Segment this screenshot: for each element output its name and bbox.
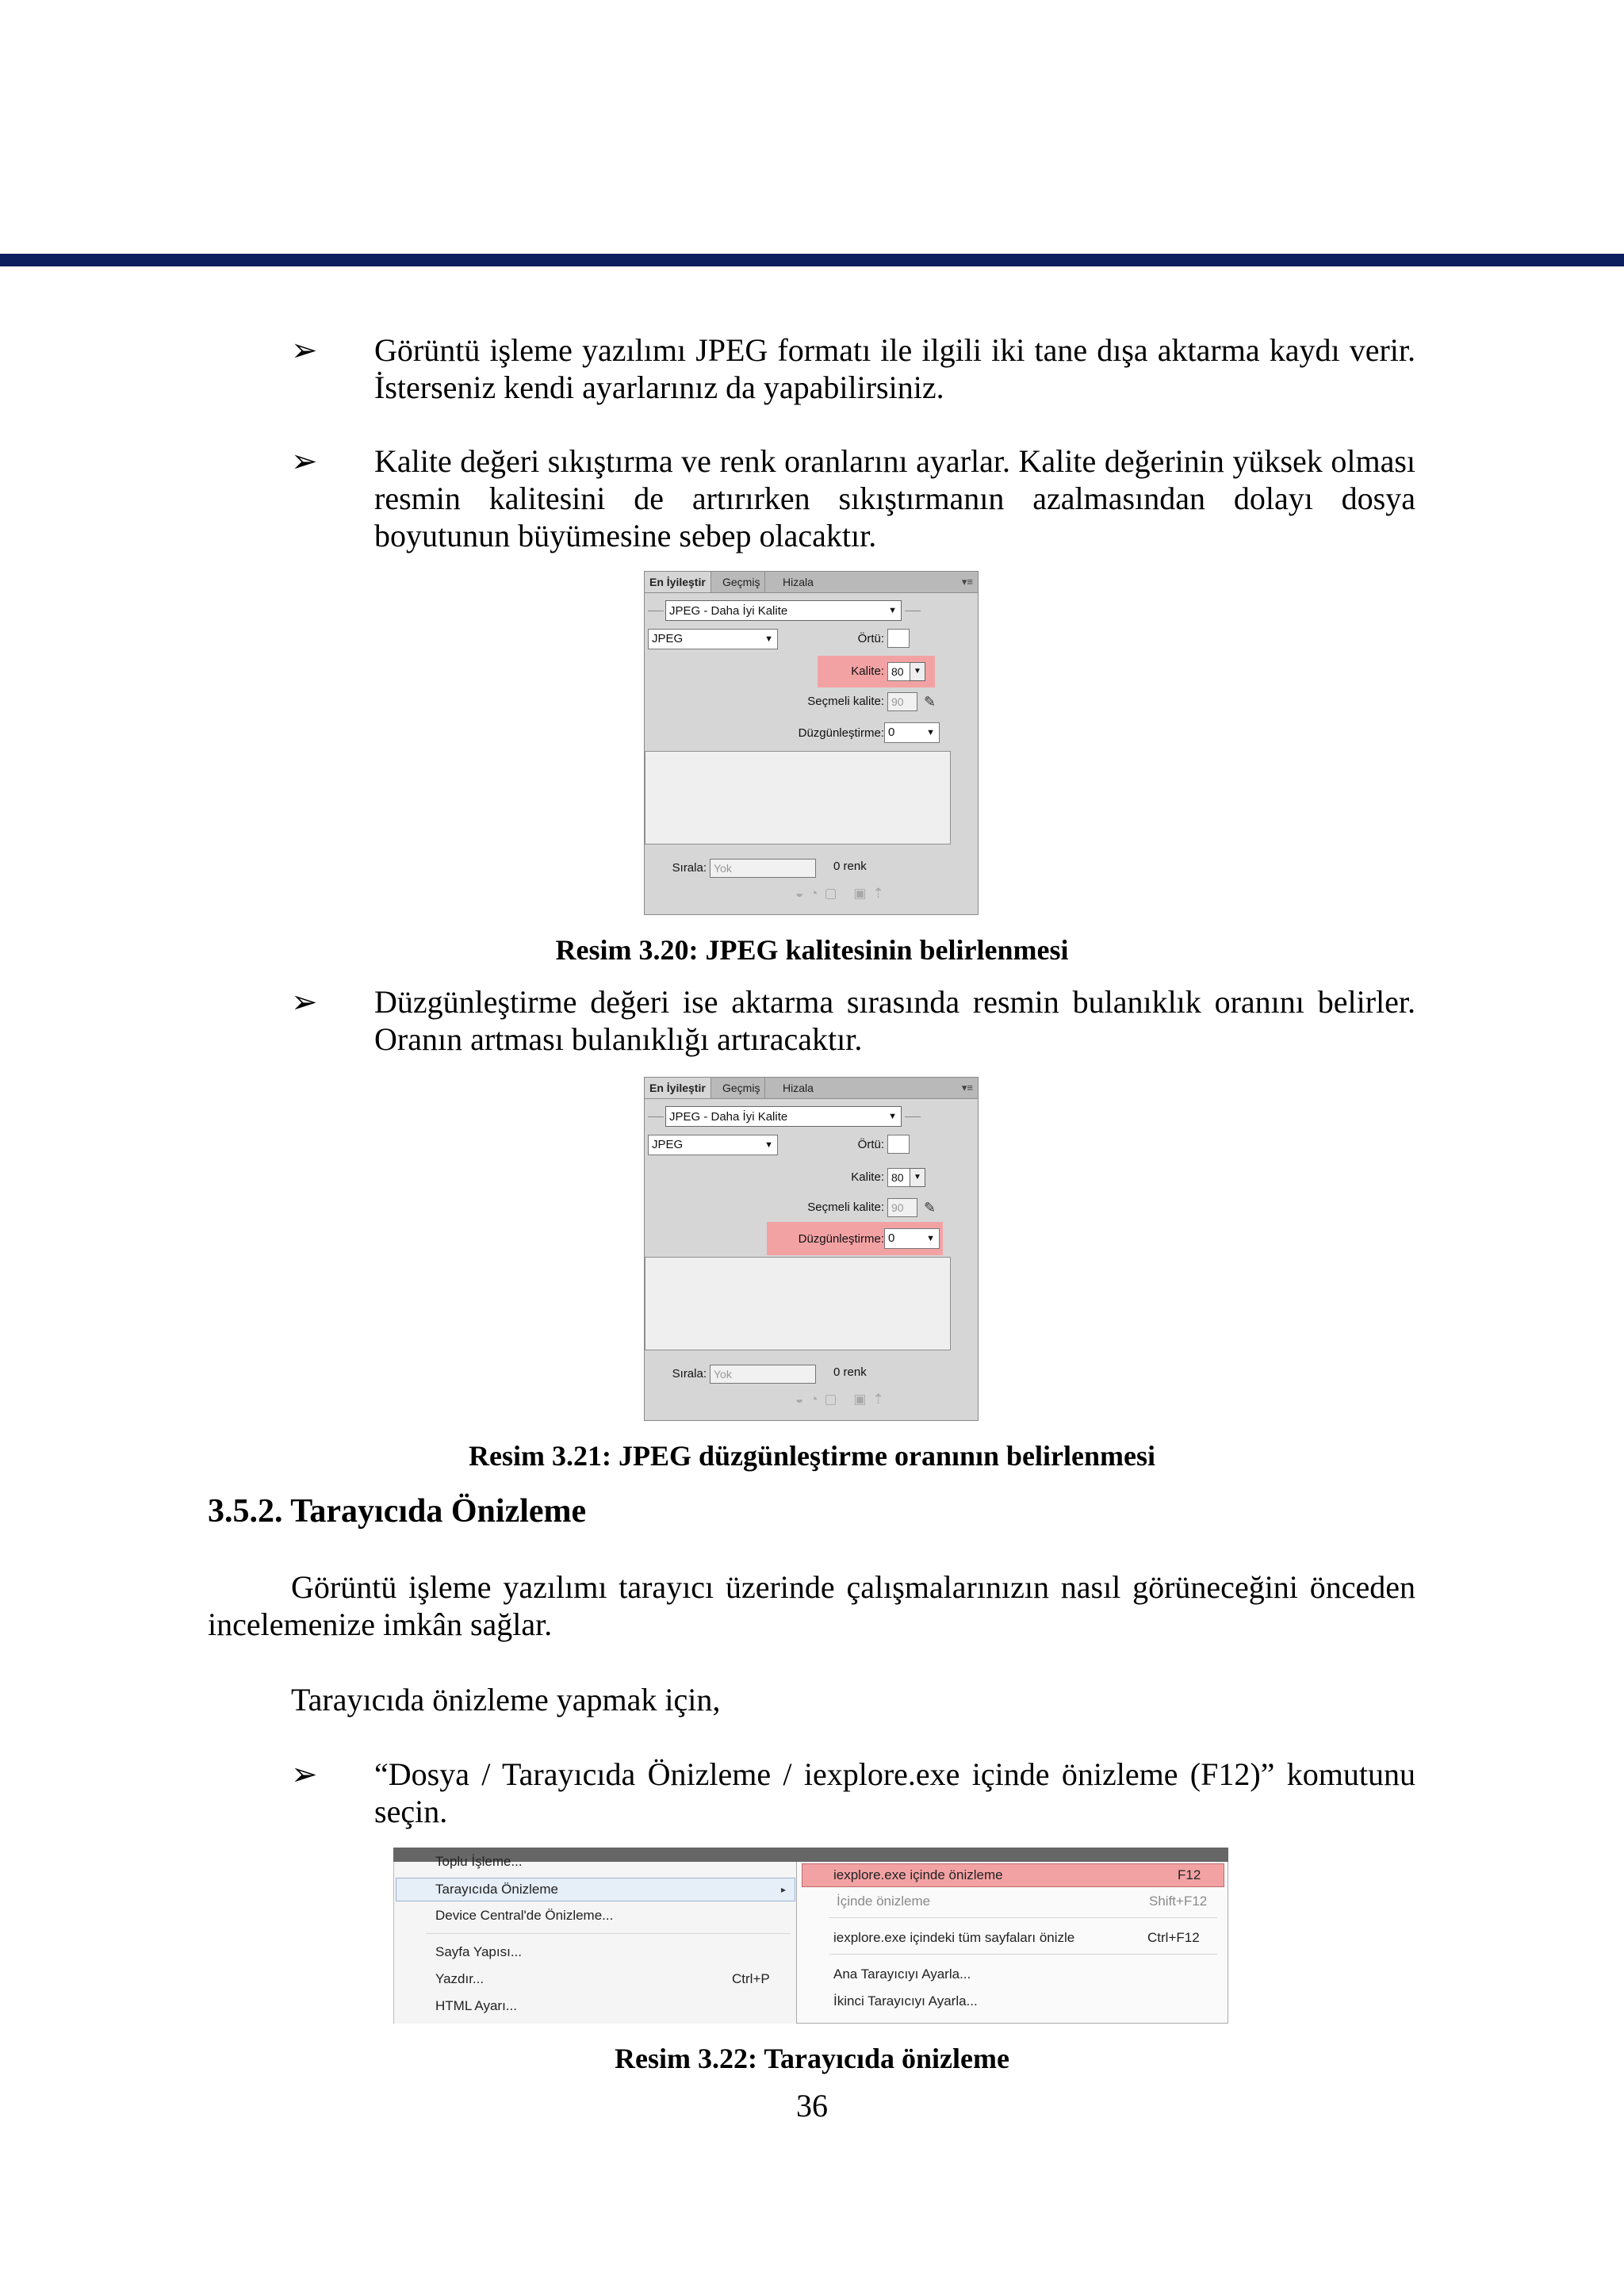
menu-item-preview-in-browser[interactable]: Tarayıcıda Önizleme <box>435 1882 558 1897</box>
menu-item-batch[interactable]: Toplu İşleme... <box>435 1854 523 1869</box>
chevron-down-icon: ▼ <box>764 634 773 644</box>
file-menu <box>393 1854 797 2024</box>
color-count: 0 renk <box>833 860 867 873</box>
menu-separator <box>829 1954 1217 1955</box>
format-select[interactable] <box>648 629 778 649</box>
smoothing-value: 0 <box>888 1231 895 1245</box>
tab-history[interactable]: Geçmiş <box>718 572 765 592</box>
tab-optimize[interactable]: En İyileştir <box>645 572 711 592</box>
bullet-text-2: Kalite değeri sıkıştırma ve renk oranlarını ayarlar. Kalite değerinin yüksek olması resmin kalitesini de artırırken sıkıştırmanın azalmasından dolayı dosya boyutunun büyümesine sebep olacaktır. <box>374 443 1415 553</box>
chevron-down-icon: ▼ <box>764 1140 773 1150</box>
quality-input[interactable]: 80 <box>887 1168 924 1187</box>
file-menu-screenshot <box>393 1848 1228 2024</box>
matte-swatch[interactable] <box>887 629 910 648</box>
preset-value: JPEG - Daha İyi Kalite <box>669 604 788 618</box>
tab-align[interactable]: Hizala <box>783 1082 814 1094</box>
tab-align[interactable]: Hizala <box>783 576 814 588</box>
panel-tabbar <box>645 572 978 593</box>
bullet-text-4: “Dosya / Tarayıcıda Önizleme / iexplore.exe içinde önizleme (F12)” komutunu seçin. <box>374 1756 1415 1829</box>
sort-select[interactable]: Yok <box>710 859 816 878</box>
menu-item-device-central[interactable]: Device Central'de Önizleme... <box>435 1908 614 1923</box>
section-heading: 3.5.2. Tarayıcıda Önizleme <box>208 1493 587 1530</box>
menu-shortcut: F12 <box>1178 1867 1201 1882</box>
chevron-down-icon: ▼ <box>888 1112 897 1121</box>
quality-input[interactable]: 80 <box>887 662 924 681</box>
format-select[interactable] <box>648 1135 778 1155</box>
panel-tabbar <box>645 1078 978 1099</box>
color-count: 0 renk <box>833 1365 867 1379</box>
menu-shortcut: Ctrl+F12 <box>1147 1930 1200 1945</box>
section-paragraph: Tarayıcıda önizleme yapmak için, <box>291 1682 721 1718</box>
selective-quality-label: Seçmeli kalite: <box>807 695 884 708</box>
matte-swatch[interactable] <box>887 1135 910 1154</box>
page-number: 36 <box>796 2088 828 2123</box>
quality-slider-button[interactable]: ▼ <box>910 1168 925 1187</box>
divider <box>648 1116 664 1117</box>
bullet-text-1: Görüntü işleme yazılımı JPEG formatı ile ilgili iki tane dışa aktarma kaydı verir. İsterseniz kendi ayarlarınız da yapabilirsiniz. <box>374 332 1415 405</box>
section-paragraph: Görüntü işleme yazılımı tarayıcı üzerinde çalışmalarınızın nasıl görüneceğini önceden incelemenize imkân sağlar. <box>208 1569 1415 1642</box>
edit-icon[interactable]: ✎ <box>924 1200 936 1216</box>
smoothing-select[interactable] <box>884 1228 940 1249</box>
selective-quality-input[interactable]: 90 <box>887 692 917 711</box>
menu-shortcut: Shift+F12 <box>1149 1894 1208 1909</box>
preset-select[interactable] <box>665 1106 902 1127</box>
submenu-item-secondary-browser[interactable]: İkinci Tarayıcıyı Ayarla... <box>833 1993 978 2009</box>
optimize-panel-smoothing <box>644 1077 979 1421</box>
smoothing-label: Düzgünleştirme: <box>798 1232 884 1246</box>
submenu-item-preview-in[interactable]: İçinde önizleme <box>837 1894 931 1909</box>
chevron-down-icon: ▼ <box>926 1234 935 1243</box>
matte-label: Örtü: <box>857 1138 884 1151</box>
submenu-item-iexplore[interactable]: iexplore.exe içinde önizleme <box>833 1867 1003 1882</box>
format-value: JPEG <box>652 632 684 645</box>
color-table <box>645 1257 951 1350</box>
menu-item-page-setup[interactable]: Sayfa Yapısı... <box>435 1944 522 1959</box>
color-table <box>645 751 951 844</box>
figure-caption: Resim 3.22: Tarayıcıda önizleme <box>615 2043 1009 2074</box>
quality-label: Kalite: <box>851 1170 884 1184</box>
selective-quality-label: Seçmeli kalite: <box>807 1201 884 1214</box>
figure-caption: Resim 3.20: JPEG kalitesinin belirlenmesi <box>555 934 1069 966</box>
figure-caption: Resim 3.21: JPEG düzgünleştirme oranının belirlenmesi <box>469 1440 1155 1472</box>
selective-quality-input[interactable]: 90 <box>887 1198 917 1217</box>
sort-label: Sırala: <box>672 861 707 875</box>
chevron-down-icon: ▼ <box>926 728 935 737</box>
bullet-marker: ➢ <box>291 984 318 1020</box>
panel-footer-icons: ◒◔▢ ▣⇡ <box>795 886 891 901</box>
header-rule <box>0 254 1624 266</box>
preset-select[interactable] <box>665 600 902 621</box>
preview-submenu <box>796 1862 1228 2024</box>
chevron-down-icon: ▼ <box>888 606 897 615</box>
sort-label: Sırala: <box>672 1367 707 1381</box>
bullet-marker: ➢ <box>291 1756 318 1792</box>
submenu-item-preview-all[interactable]: iexplore.exe içindeki tüm sayfaları önizle <box>833 1930 1075 1945</box>
menu-separator <box>426 1933 791 1934</box>
matte-label: Örtü: <box>857 632 884 645</box>
menu-shortcut: Ctrl+P <box>732 1971 770 1986</box>
bullet-marker: ➢ <box>291 332 318 368</box>
format-value: JPEG <box>652 1138 684 1151</box>
smoothing-label: Düzgünleştirme: <box>798 726 884 740</box>
submenu-item-primary-browser[interactable]: Ana Tarayıcıyı Ayarla... <box>833 1966 971 1982</box>
submenu-arrow-icon: ▸ <box>781 1884 787 1895</box>
quality-slider-button[interactable]: ▼ <box>910 662 925 681</box>
divider <box>905 1116 921 1117</box>
panel-menu-icon[interactable]: ▾≡ <box>961 576 973 588</box>
smoothing-value: 0 <box>888 726 895 739</box>
menu-separator <box>829 1917 1217 1918</box>
tab-optimize[interactable]: En İyileştir <box>645 1078 711 1098</box>
optimize-panel-quality <box>644 571 979 915</box>
sort-select[interactable]: Yok <box>710 1365 816 1384</box>
panel-footer-icons: ◒◔▢ ▣⇡ <box>795 1392 891 1407</box>
bullet-text-3: Düzgünleştirme değeri ise aktarma sırasında resmin bulanıklık oranını belirler. Oranın artması bulanıklığı artıracaktır. <box>374 984 1415 1057</box>
menu-item-html-setup[interactable]: HTML Ayarı... <box>435 1998 517 2013</box>
bullet-marker: ➢ <box>291 443 318 479</box>
menu-item-print[interactable]: Yazdır... <box>435 1971 485 1986</box>
tab-history[interactable]: Geçmiş <box>718 1078 765 1098</box>
panel-menu-icon[interactable]: ▾≡ <box>961 1082 973 1093</box>
quality-label: Kalite: <box>851 664 884 678</box>
edit-icon[interactable]: ✎ <box>924 694 936 710</box>
preset-value: JPEG - Daha İyi Kalite <box>669 1110 788 1124</box>
smoothing-select[interactable] <box>884 722 940 743</box>
